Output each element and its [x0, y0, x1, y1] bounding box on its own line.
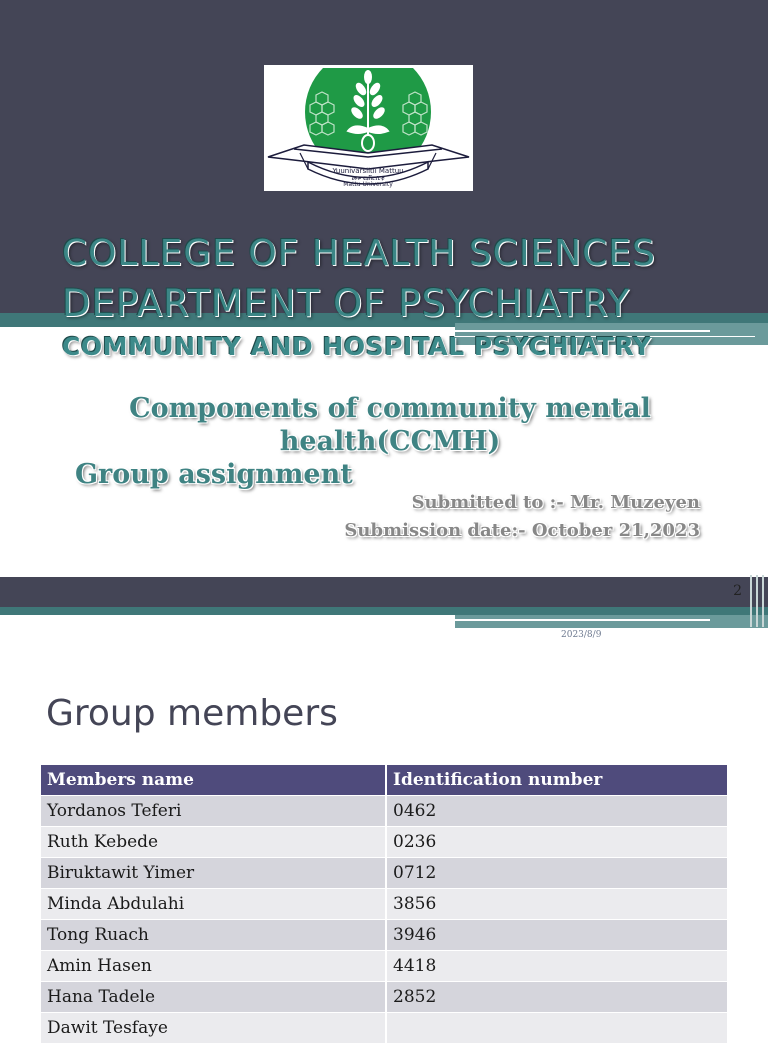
member-name: Hana Tadele [41, 982, 385, 1012]
dark-header-band [0, 577, 768, 607]
table-row [41, 951, 727, 981]
submission-date: Submission date:- October 21,2023 [344, 520, 700, 541]
table-row [41, 796, 727, 826]
slide-date: 2023/8/9 [561, 630, 602, 640]
logo-text-line1: Yuunivarsiitii Mattuu [332, 167, 404, 175]
topic-title: Components of community mental health(CCMH) [129, 393, 651, 457]
table-row [41, 982, 727, 1012]
column-header: Identification number [387, 765, 727, 795]
table-row [41, 827, 727, 857]
column-header: Members name [41, 765, 385, 795]
logo-emblem-icon [264, 65, 473, 191]
member-id: 0462 [387, 796, 727, 826]
table-row [41, 920, 727, 950]
logo-text-line2: መቱ ዩኒቨርሲቲ [351, 175, 385, 182]
logo-text-line3: Mattu University [343, 181, 393, 188]
teal-stripe [0, 607, 768, 615]
page-title: Group members [46, 693, 338, 734]
department-title: DEPARTMENT OF PSYCHIATRY [62, 282, 631, 325]
member-name: Tong Ruach [41, 920, 385, 950]
table-row [41, 858, 727, 888]
college-title: COLLEGE OF HEALTH SCIENCES [62, 233, 656, 274]
stripe-line [455, 619, 710, 621]
members-table [39, 764, 729, 1044]
assignment-label: Group assignment [75, 459, 353, 490]
member-id: 0236 [387, 827, 727, 857]
member-id [387, 1013, 727, 1043]
page-number: 2 [733, 583, 742, 599]
member-name: Ruth Kebede [41, 827, 385, 857]
table-header-row [41, 765, 727, 795]
member-name: Yordanos Teferi [41, 796, 385, 826]
member-name: Amin Hasen [41, 951, 385, 981]
member-id: 0712 [387, 858, 727, 888]
teal-stripe-accent [455, 615, 768, 628]
table-row [41, 1013, 727, 1043]
university-logo [264, 65, 473, 191]
table-row [41, 889, 727, 919]
submitted-to: Submitted to :- Mr. Muzeyen [411, 492, 700, 513]
member-id: 2852 [387, 982, 727, 1012]
member-name: Biruktawit Yimer [41, 858, 385, 888]
member-id: 3856 [387, 889, 727, 919]
course-title: COMMUNITY AND HOSPITAL PSYCHIATRY [62, 332, 652, 361]
member-name: Minda Abdulahi [41, 889, 385, 919]
member-name: Dawit Tesfaye [41, 1013, 385, 1043]
group-members-slide [0, 575, 768, 1038]
right-edge-lines [748, 575, 768, 627]
member-id: 3946 [387, 920, 727, 950]
member-id: 4418 [387, 951, 727, 981]
